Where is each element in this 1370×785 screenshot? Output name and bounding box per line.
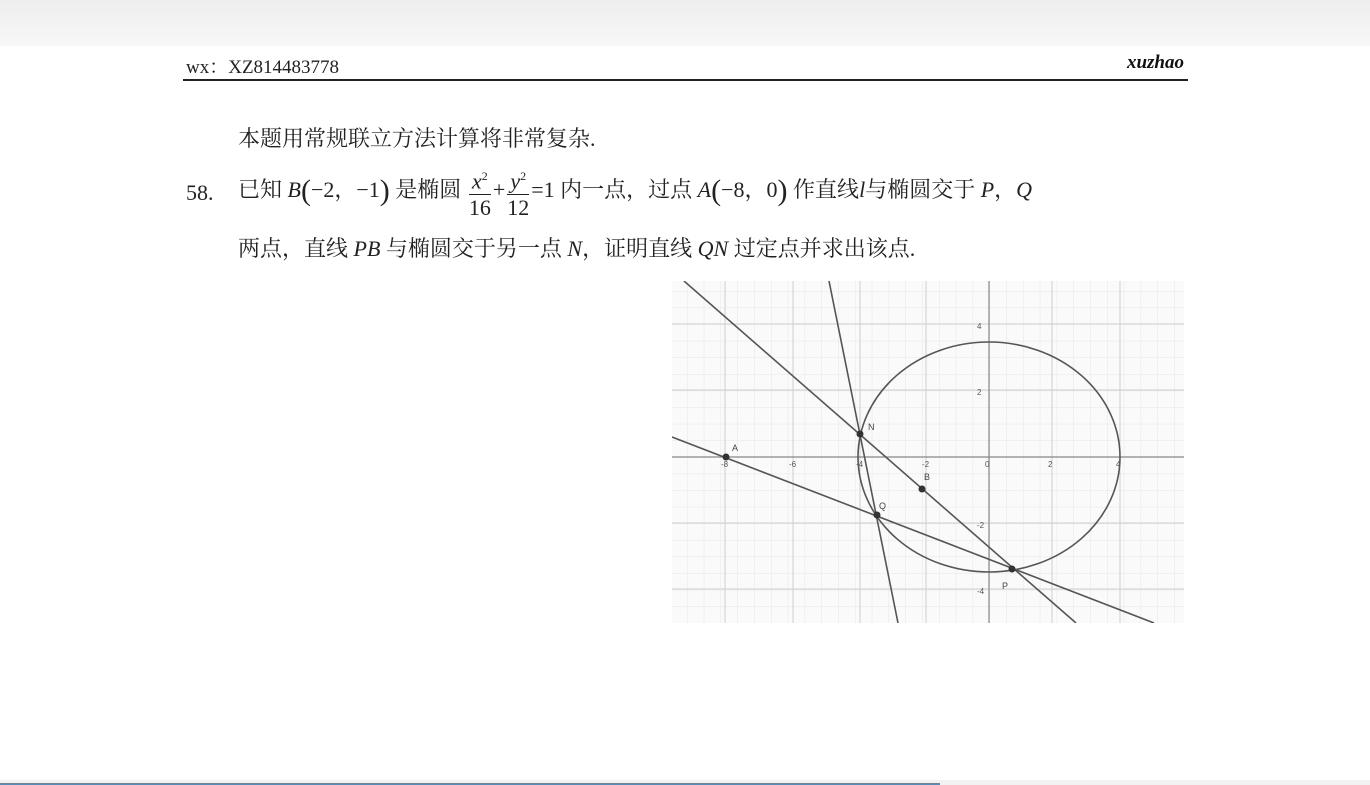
fraction-x: $\frac{x^2}{16}$ xyxy=(469,163,491,221)
x-tick-label: -8 xyxy=(721,460,729,469)
point-label-A: A xyxy=(732,443,739,453)
intro-text: 本题用常规联立方法计算将非常复杂. xyxy=(238,126,596,151)
header-divider xyxy=(183,79,1188,81)
text-segment: 已知 xyxy=(238,177,283,203)
point-B-coords: −2，−1 xyxy=(310,177,380,203)
point-P xyxy=(1009,566,1016,573)
line-label-l: l xyxy=(859,177,866,203)
text-segment: ，证明直线 xyxy=(582,236,693,261)
fraction-y: $\frac{y^2}{12}$ xyxy=(507,163,529,221)
header-contact: wx：XZ814483778 xyxy=(186,57,340,78)
point-label-Q: Q xyxy=(879,501,887,511)
header-author: xuzhao xyxy=(1126,52,1184,73)
point-label-N: N xyxy=(868,422,875,432)
x-tick-label: 2 xyxy=(1048,460,1053,469)
point-N xyxy=(857,431,864,438)
point-B xyxy=(919,486,926,493)
ellipse-figure xyxy=(672,281,1184,623)
point-label-B: B xyxy=(924,472,931,482)
y-tick-label: 2 xyxy=(977,388,982,397)
text-segment: 是椭圆 xyxy=(395,177,462,203)
x-tick-label: 4 xyxy=(1116,460,1121,469)
y-tick-label: 4 xyxy=(977,322,982,331)
line-label-QN: QN xyxy=(697,236,729,261)
viewer-top-bar xyxy=(0,0,1370,46)
point-Q xyxy=(874,512,881,519)
line-label-PB: PB xyxy=(353,236,381,261)
text-segment: 作直线 xyxy=(793,177,860,203)
point-A xyxy=(723,454,730,461)
x-tick-label: -2 xyxy=(922,460,930,469)
point-A-coords: −8，0 xyxy=(721,177,778,203)
text-segment: 两点，直线 xyxy=(238,236,349,261)
x-tick-label: -4 xyxy=(856,460,864,469)
point-label-B: B xyxy=(287,177,301,203)
point-label-P: P xyxy=(1002,581,1009,591)
point-label-N: N xyxy=(567,236,583,261)
x-tick-label: -6 xyxy=(789,460,797,469)
text-segment: 与椭圆交于另一点 xyxy=(385,236,562,261)
point-label-A: A xyxy=(697,177,712,203)
question-line-1: 已知 B(−2，−1) 是椭圆 $\frac{x^2}{16}$ + $\frac{y^2}{12}$ =1 内一点，过点 A(−8，0) 作直线l与椭圆交于 P，Q xyxy=(238,163,1032,221)
text-segment: 过定点并求出该点. xyxy=(733,236,916,261)
plus-sign: + xyxy=(492,177,506,203)
text-segment: 与椭圆交于 xyxy=(865,177,976,203)
point-label-P: P xyxy=(980,177,995,203)
y-tick-label: -2 xyxy=(977,521,985,530)
x-tick-label: 0 xyxy=(985,460,990,469)
text-segment: 内一点，过点 xyxy=(560,177,693,203)
equals-one: =1 xyxy=(531,177,555,203)
coordinate-plot xyxy=(672,281,1184,623)
question-number: 58. xyxy=(186,180,214,205)
point-label-Q: Q xyxy=(1016,177,1033,203)
question-line-2 xyxy=(238,232,915,263)
y-tick-label: -4 xyxy=(977,587,985,596)
